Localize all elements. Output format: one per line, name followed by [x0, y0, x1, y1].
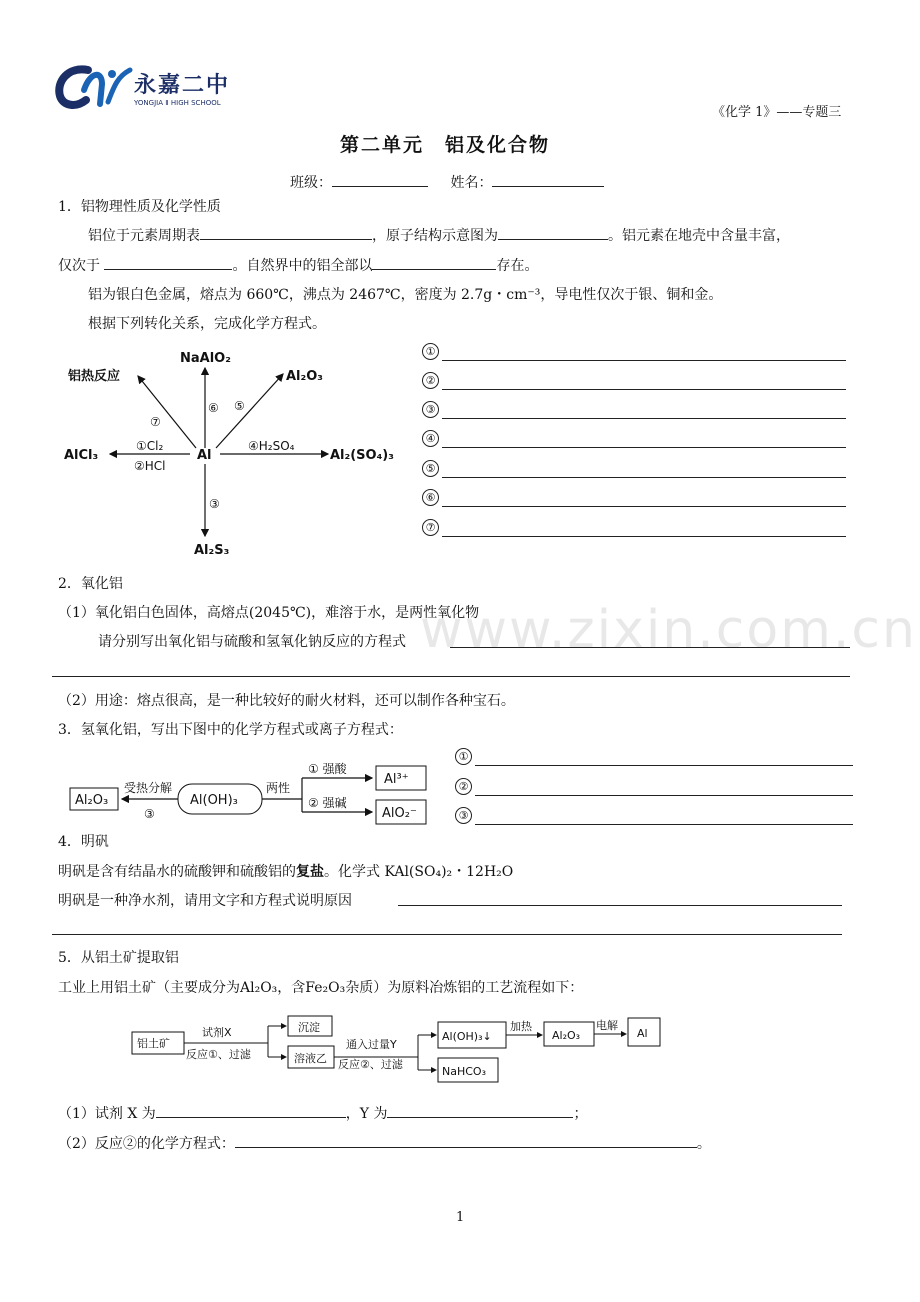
node-naalo2: NaAlO₂: [180, 351, 231, 366]
svg-text:① 强酸: ① 强酸: [308, 762, 347, 776]
section3-heading: 3．氢氧化铝，写出下图中的化学方程式或离子方程式：: [58, 722, 403, 738]
section4-para2: 明矾是一种净水剂，请用文字和方程式说明原因: [58, 893, 352, 909]
svg-text:③: ③: [144, 807, 155, 821]
svg-text:② 强碱: ② 强碱: [308, 796, 347, 810]
svg-text:Al(OH)₃↓: Al(OH)₃↓: [442, 1030, 492, 1043]
logo-mark-icon: [54, 62, 134, 112]
page-title: 第二单元 铝及化合物: [340, 134, 551, 156]
answer-line-alum-1[interactable]: [398, 905, 842, 906]
svg-text:沉淀: 沉淀: [298, 1021, 320, 1034]
svg-text:两性: 两性: [266, 781, 291, 795]
page-number: 1: [456, 1210, 465, 1225]
blank-reagent-y[interactable]: [387, 1103, 573, 1118]
section1-para4: 根据下列转化关系，完成化学方程式。: [88, 316, 326, 332]
section4-heading: 4．明矾: [58, 834, 109, 850]
answer-line[interactable]: ⑤: [422, 460, 846, 478]
answer-line[interactable]: ①: [455, 748, 853, 766]
name-label: 姓名：: [450, 175, 493, 191]
answer-line[interactable]: ⑥: [422, 489, 846, 507]
blank-reaction2-equation[interactable]: [235, 1133, 697, 1148]
svg-text:反应①、过滤: 反应①、过滤: [186, 1048, 251, 1061]
svg-text:受热分解: 受热分解: [124, 781, 173, 795]
section5-question2: （2）反应②的化学方程式： 。: [58, 1133, 711, 1153]
blank-second-to[interactable]: [104, 255, 232, 270]
answer-line[interactable]: ②: [422, 372, 846, 390]
section2-para3: （2）用途：熔点很高，是一种比较好的耐火材料，还可以制作各种宝石。: [58, 693, 515, 709]
answer-line[interactable]: ②: [455, 778, 853, 796]
svg-text:通入过量Y: 通入过量Y: [346, 1038, 397, 1051]
label-6: ⑥: [208, 401, 219, 415]
arrow-to-al2o3: [216, 374, 283, 448]
section5-heading: 5．从铝土矿提取铝: [58, 950, 179, 966]
aluminum-hydroxide-diagram: [66, 756, 436, 828]
svg-text:Al₂O₃: Al₂O₃: [552, 1029, 581, 1042]
section1-para1: 铝位于元素周期表 ，原子结构示意图为 。铝元素在地壳中含量丰富，: [88, 225, 790, 245]
watermark: www.zixin.com.cn: [420, 600, 917, 660]
class-label: 班级：: [290, 175, 332, 191]
svg-text:Al₂O₃: Al₂O₃: [75, 793, 109, 808]
answer-line-oxide-2[interactable]: [52, 676, 850, 677]
class-name-row: [290, 172, 604, 192]
section1-heading: 1．铝物理性质及化学性质: [58, 199, 221, 215]
aluminum-conversion-diagram: [58, 340, 408, 565]
node-thermite: 铝热反应: [68, 369, 121, 384]
label-4: ④H₂SO₄: [248, 439, 295, 453]
section2-para2: 请分别写出氧化铝与硫酸和氢氧化钠反应的方程式: [98, 634, 406, 650]
svg-text:NaHCO₃: NaHCO₃: [442, 1065, 486, 1078]
school-name-cn: 永嘉二中: [134, 72, 231, 98]
section4-para1: 明矾是含有结晶水的硫酸钾和硫酸铝的复盐。化学式 KAl(SO₄)₂・12H₂O: [58, 864, 514, 880]
svg-text:试剂X: 试剂X: [202, 1026, 232, 1039]
school-name-en: YONGJIA Ⅱ HIGH SCHOOL: [134, 99, 221, 107]
section2-heading: 2．氧化铝: [58, 576, 123, 592]
answer-line[interactable]: ③: [455, 807, 853, 825]
class-blank[interactable]: [332, 172, 428, 187]
blank-atom-structure[interactable]: [498, 225, 608, 240]
svg-text:溶液乙: 溶液乙: [294, 1052, 327, 1065]
label-5: ⑤: [234, 399, 245, 413]
node-al2so43: Al₂(SO₄)₃: [330, 448, 394, 463]
blank-period-table[interactable]: [200, 225, 372, 240]
svg-text:Al³⁺: Al³⁺: [384, 772, 409, 787]
section5-question1: （1）试剂 X 为 ，Y 为 ；: [58, 1103, 587, 1123]
section1-para2: 仅次于 。自然界中的铝全部以 存在。: [58, 255, 538, 275]
answer-line[interactable]: ④: [422, 430, 846, 448]
node-al2o3: Al₂O₃: [286, 369, 323, 384]
answer-line[interactable]: ①: [422, 343, 846, 361]
svg-text:铝土矿: 铝土矿: [137, 1037, 170, 1050]
svg-text:电解: 电解: [596, 1019, 618, 1032]
center-al: Al: [197, 448, 212, 463]
label-2: ②HCl: [134, 459, 166, 473]
answer-line[interactable]: ⑦: [422, 519, 846, 537]
label-1: ①Cl₂: [136, 439, 164, 453]
arrow-to-thermite: [138, 376, 196, 448]
label-3: ③: [209, 497, 220, 511]
section2-para1: （1）氧化铝白色固体，高熔点(2045℃)，难溶于水，是两性氧化物: [58, 605, 480, 621]
svg-text:反应②、过滤: 反应②、过滤: [338, 1058, 403, 1071]
blank-exist-form[interactable]: [372, 255, 496, 270]
school-logo: [54, 62, 244, 112]
section1-para3: 铝为银白色金属，熔点为 660℃，沸点为 2467℃，密度为 2.7g・cm⁻³，导电性仅次于银、铜和金。: [88, 287, 723, 303]
svg-text:加热: 加热: [510, 1020, 532, 1033]
name-blank[interactable]: [492, 172, 604, 187]
answer-line[interactable]: ③: [422, 401, 846, 419]
svg-text:AlO₂⁻: AlO₂⁻: [382, 806, 417, 821]
section5-para1: 工业上用铝土矿（主要成分为Al₂O₃，含Fe₂O₃杂质）为原料冶炼铝的工艺流程如下：: [58, 980, 584, 996]
bauxite-process-flow: [128, 1010, 668, 1086]
node-alcl3: AlCl₃: [64, 448, 99, 463]
answer-line-oxide-1[interactable]: [450, 647, 850, 648]
node-al2s3: Al₂S₃: [194, 543, 230, 558]
answer-line-alum-2[interactable]: [52, 934, 842, 935]
blank-reagent-x[interactable]: [156, 1103, 346, 1118]
svg-text:Al: Al: [637, 1027, 648, 1040]
svg-text:Al(OH)₃: Al(OH)₃: [190, 793, 238, 808]
course-label: 《化学 1》——专题三: [712, 105, 842, 120]
label-7: ⑦: [150, 415, 161, 429]
